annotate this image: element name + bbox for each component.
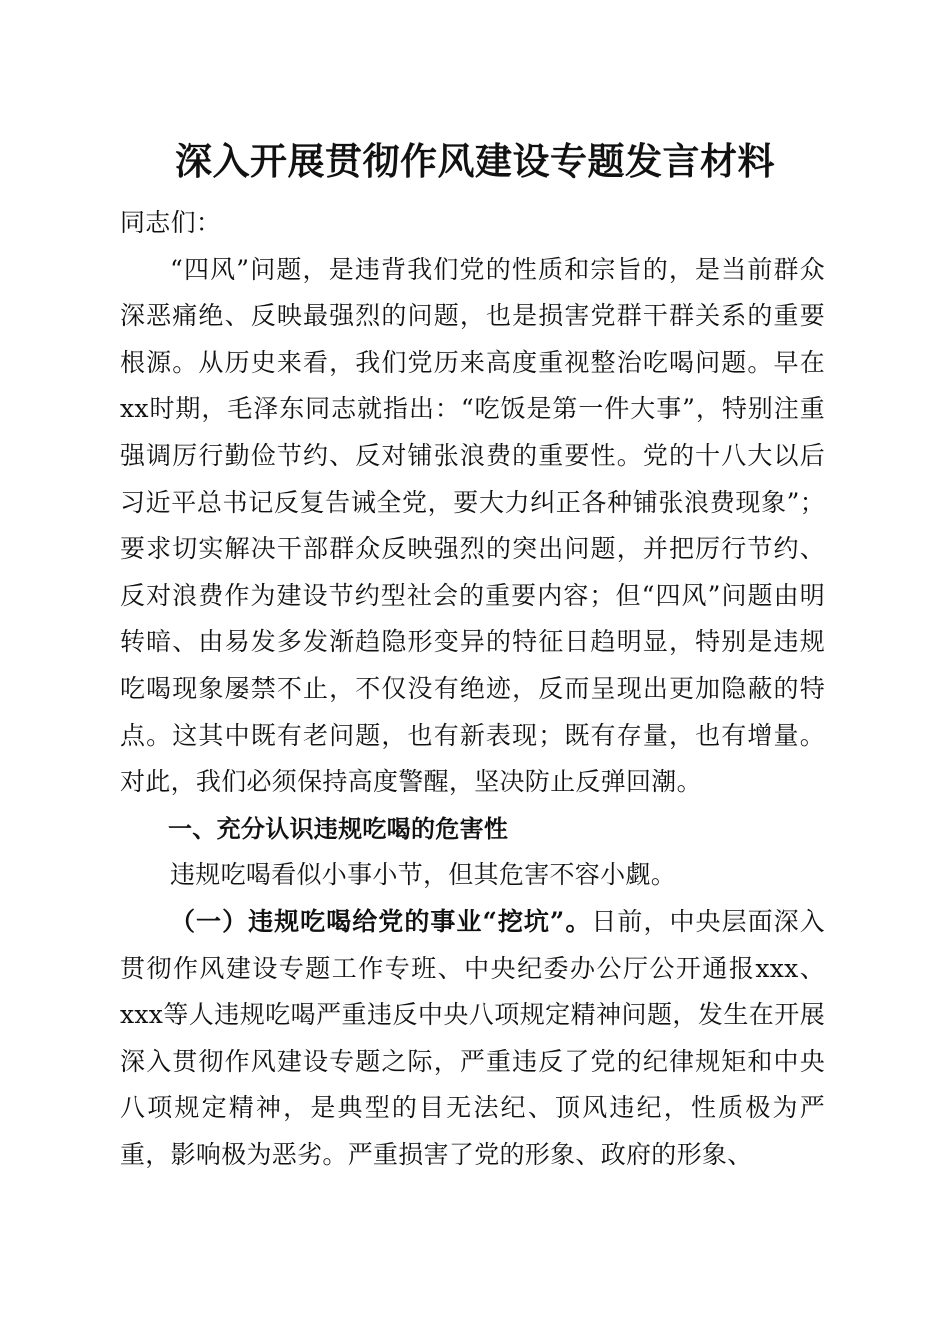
section-heading-1: 一、充分认识违规吃喝的危害性 <box>168 814 509 843</box>
salutation: 同志们： <box>120 208 222 237</box>
document-title: 深入开展贯彻作风建设专题发言材料 <box>175 140 775 183</box>
subsection-1-paragraph <box>120 899 825 1179</box>
subsection-1-text: 日前，中央层面深入贯彻作风建设专题工作专班、中央纪委办公厅公开通报xxx、xxx等人违规吃喝严重违反中央八项规定精神问题，发生在开展深入贯彻作风建设专题之际，严重违反了党的纪律规矩和中央八项规定精神，是典型的目无法纪、顶风违纪，性质极为严重，影响极为恶劣。严重损害了党的形象、政府的形象、 <box>120 906 825 1169</box>
document-body <box>120 200 825 1178</box>
subsection-heading-1: （一）违规吃喝给党的事业“挖坑”。 <box>170 906 592 936</box>
paragraph-intro: “四风”问题，是违背我们党的性质和宗旨的，是当前群众深恶痛绝、反映最强烈的问题，也是损害党群干群关系的重要根源。从历史来看，我们党历来高度重视整治吃喝问题。早在xx时期，毛泽东同志就指出：“吃饭是第一件大事”，特别注重强调厉行勤俭节约、反对铺张浪费的重要性。党的十八大以后习近平总书记反复告诫全党，要大力纠正各种铺张浪费现象”；要求切实解决干部群众反映强烈的突出问题，并把厉行节约、反对浪费作为建设节约型社会的重要内容；但“四风”问题由明转暗、由易发多发渐趋隐形变异的特征日趋明显，特别是违规吃喝现象屡禁不止，不仅没有绝迹，反而呈现出更加隐蔽的特点。这其中既有老问题，也有新表现；既有存量，也有增量。对此，我们必须保持高度警醒，坚决防止反弹回潮。 <box>120 254 825 797</box>
section-1-intro: 违规吃喝看似小事小节，但其危害不容小觑。 <box>170 860 677 890</box>
